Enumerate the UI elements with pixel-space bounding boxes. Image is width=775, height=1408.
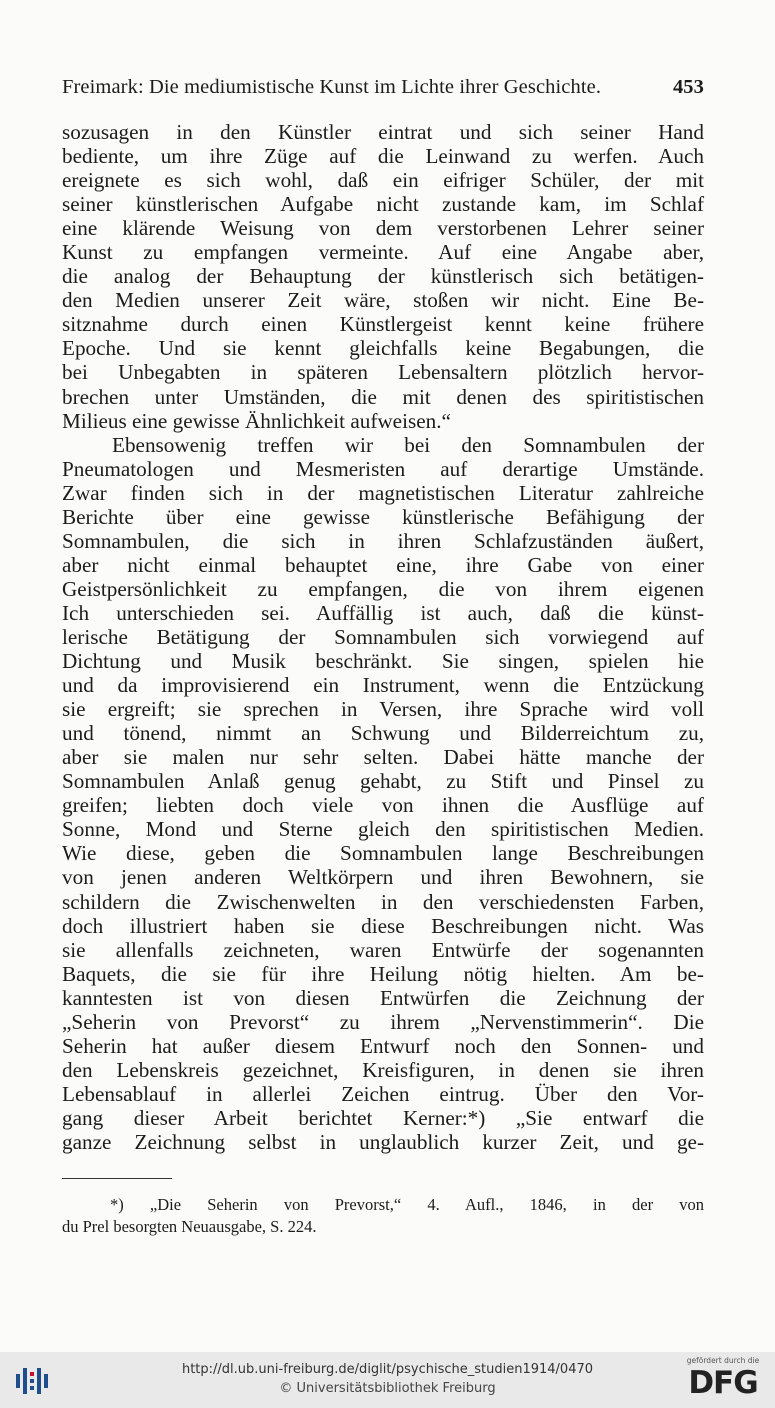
footnote-rule — [62, 1178, 172, 1179]
copyright-notice: © Universitätsbibliothek Freiburg — [279, 1381, 496, 1396]
text-line: Kunst zu empfangen vermeinte. Auf eine Angabe aber, — [62, 240, 704, 265]
text-line: bediente, um ihre Züge auf die Leinwand zu werfen. Auch — [62, 144, 704, 169]
funder-caption: gefördert durch die — [686, 1356, 760, 1365]
text-line: Lebensablauf in allerlei Zeichen eintrug. Über den Vor- — [62, 1081, 704, 1106]
text-line: sitznahme durch einen Künstlergeist kennt keine frühere — [62, 312, 704, 337]
text-line: Zwar finden sich in der magnetistischen Literatur zahlreiche — [62, 480, 704, 505]
text-line: brechen unter Umständen, die mit denen des spiritistischen — [62, 384, 704, 409]
text-line: den Medien unserer Zeit wäre, stoßen wir nicht. Eine Be- — [62, 288, 704, 313]
text-line: schildern die Zwischenwelten in den verschiedensten Farben, — [62, 889, 704, 914]
text-line: lerische Betätigung der Somnambulen sich vorwiegend auf — [62, 624, 704, 649]
text-line: von jenen anderen Weltkörpern und ihren Bewohnern, sie — [62, 865, 704, 890]
text-line: Baquets, die sie für ihre Heilung nötig hielten. Am be- — [62, 961, 704, 986]
text-line: Dichtung und Musik beschränkt. Sie singen, spielen hie — [62, 649, 704, 674]
text-line: Wie diese, geben die Somnambulen lange Beschreibungen — [62, 841, 704, 866]
text-line: und tönend, nimmt an Schwung und Bilderreichtum zu, — [62, 721, 704, 746]
text-line: Pneumatologen und Mesmeristen auf derartige Umstände. — [62, 456, 704, 481]
viewer-footer — [0, 1352, 775, 1408]
text-line: Seherin hat außer diesem Entwurf noch den Sonnen- und — [62, 1033, 704, 1058]
text-line: aber sie malen nur sehr selten. Dabei hätte manche der — [62, 745, 704, 770]
text-line: ereignete es sich wohl, daß ein eifriger Schüler, der mit — [62, 168, 704, 193]
footnote — [62, 1194, 704, 1238]
running-head — [62, 76, 704, 99]
text-line: Geistpersönlichkeit zu empfangen, die von ihrem eigenen — [62, 576, 704, 601]
text-line: sie allenfalls zeichneten, waren Entwürfe der sogenannten — [62, 937, 704, 962]
text-line: aber nicht einmal behauptet eine, ihre Gabe von einer — [62, 552, 704, 577]
footnote-line: du Prel besorgten Neuausgabe, S. 224. — [62, 1217, 317, 1236]
text-line: kanntesten ist von diesen Entwürfen die Zeichnung der — [62, 985, 704, 1010]
dfg-logo: DFG — [688, 1365, 758, 1401]
text-line: Berichte über eine gewisse künstlerische Befähigung der — [62, 504, 704, 529]
text-line: greifen; liebten doch viele von ihnen die Ausflüge auf — [62, 793, 704, 818]
text-line: „Seherin von Prevorst“ zu ihrem „Nervenstimmerin“. Die — [62, 1009, 704, 1034]
text-line: Ich unterschieden sei. Auffällig ist auch, daß die künst- — [62, 600, 704, 625]
footer-text — [0, 1360, 775, 1398]
text-line: gang dieser Arbeit berichtet Kerner:*) „Sie entwarf die — [62, 1105, 704, 1130]
text-line: eine klärende Weisung von dem verstorbenen Lehrer seiner — [62, 216, 704, 241]
paragraph-end-line: Milieus eine gewisse Ähnlichkeit aufweisen.“ — [62, 408, 451, 433]
dfg-funder-logo — [680, 1356, 766, 1404]
text-line: bei Unbegabten in späteren Lebensaltern plötzlich hervor- — [62, 360, 704, 385]
text-line: den Lebenskreis gezeichnet, Kreisfiguren, in denen sie ihren — [62, 1057, 704, 1082]
page-number: 453 — [672, 76, 704, 98]
text-line: Somnambulen Anlaß genug gehabt, zu Stift und Pinsel zu — [62, 769, 704, 794]
text-line: Epoche. Und sie kennt gleichfalls keine Begabungen, die — [62, 336, 704, 361]
text-line: und da improvisierend ein Instrument, wenn die Entzückung — [62, 673, 704, 698]
text-line: sozusagen in den Künstler eintrat und sich seiner Hand — [62, 120, 704, 144]
text-line: doch illustriert haben sie diese Beschreibungen nicht. Was — [62, 913, 704, 938]
text-line: Sonne, Mond und Sterne gleich den spiritistischen Medien. — [62, 817, 704, 842]
permalink-url[interactable]: http://dl.ub.uni-freiburg.de/diglit/psychische_studien1914/0470 — [181, 1362, 594, 1377]
text-line: die analog der Behauptung der künstlerisch sich betätigen- — [62, 264, 704, 289]
body-text — [62, 120, 704, 1154]
footnote-line: *) „Die Seherin von Prevorst,“ 4. Aufl., 1846, in der von — [110, 1195, 704, 1214]
text-line: ganze Zeichnung selbst in unglaublich kurzer Zeit, und ge- — [62, 1129, 704, 1154]
paragraph-start-line: Ebensowenig treffen wir bei den Somnambulen der — [112, 432, 704, 457]
text-line: sie ergreift; sie sprechen in Versen, ihre Sprache wird voll — [62, 697, 704, 722]
text-line: Somnambulen, die sich in ihren Schlafzuständen äußert, — [62, 528, 704, 553]
running-head-title: Freimark: Die mediumistische Kunst im Lichte ihrer Geschichte. — [62, 76, 602, 98]
text-line: seiner künstlerischen Aufgabe nicht zustande kam, im Schlaf — [62, 192, 704, 217]
